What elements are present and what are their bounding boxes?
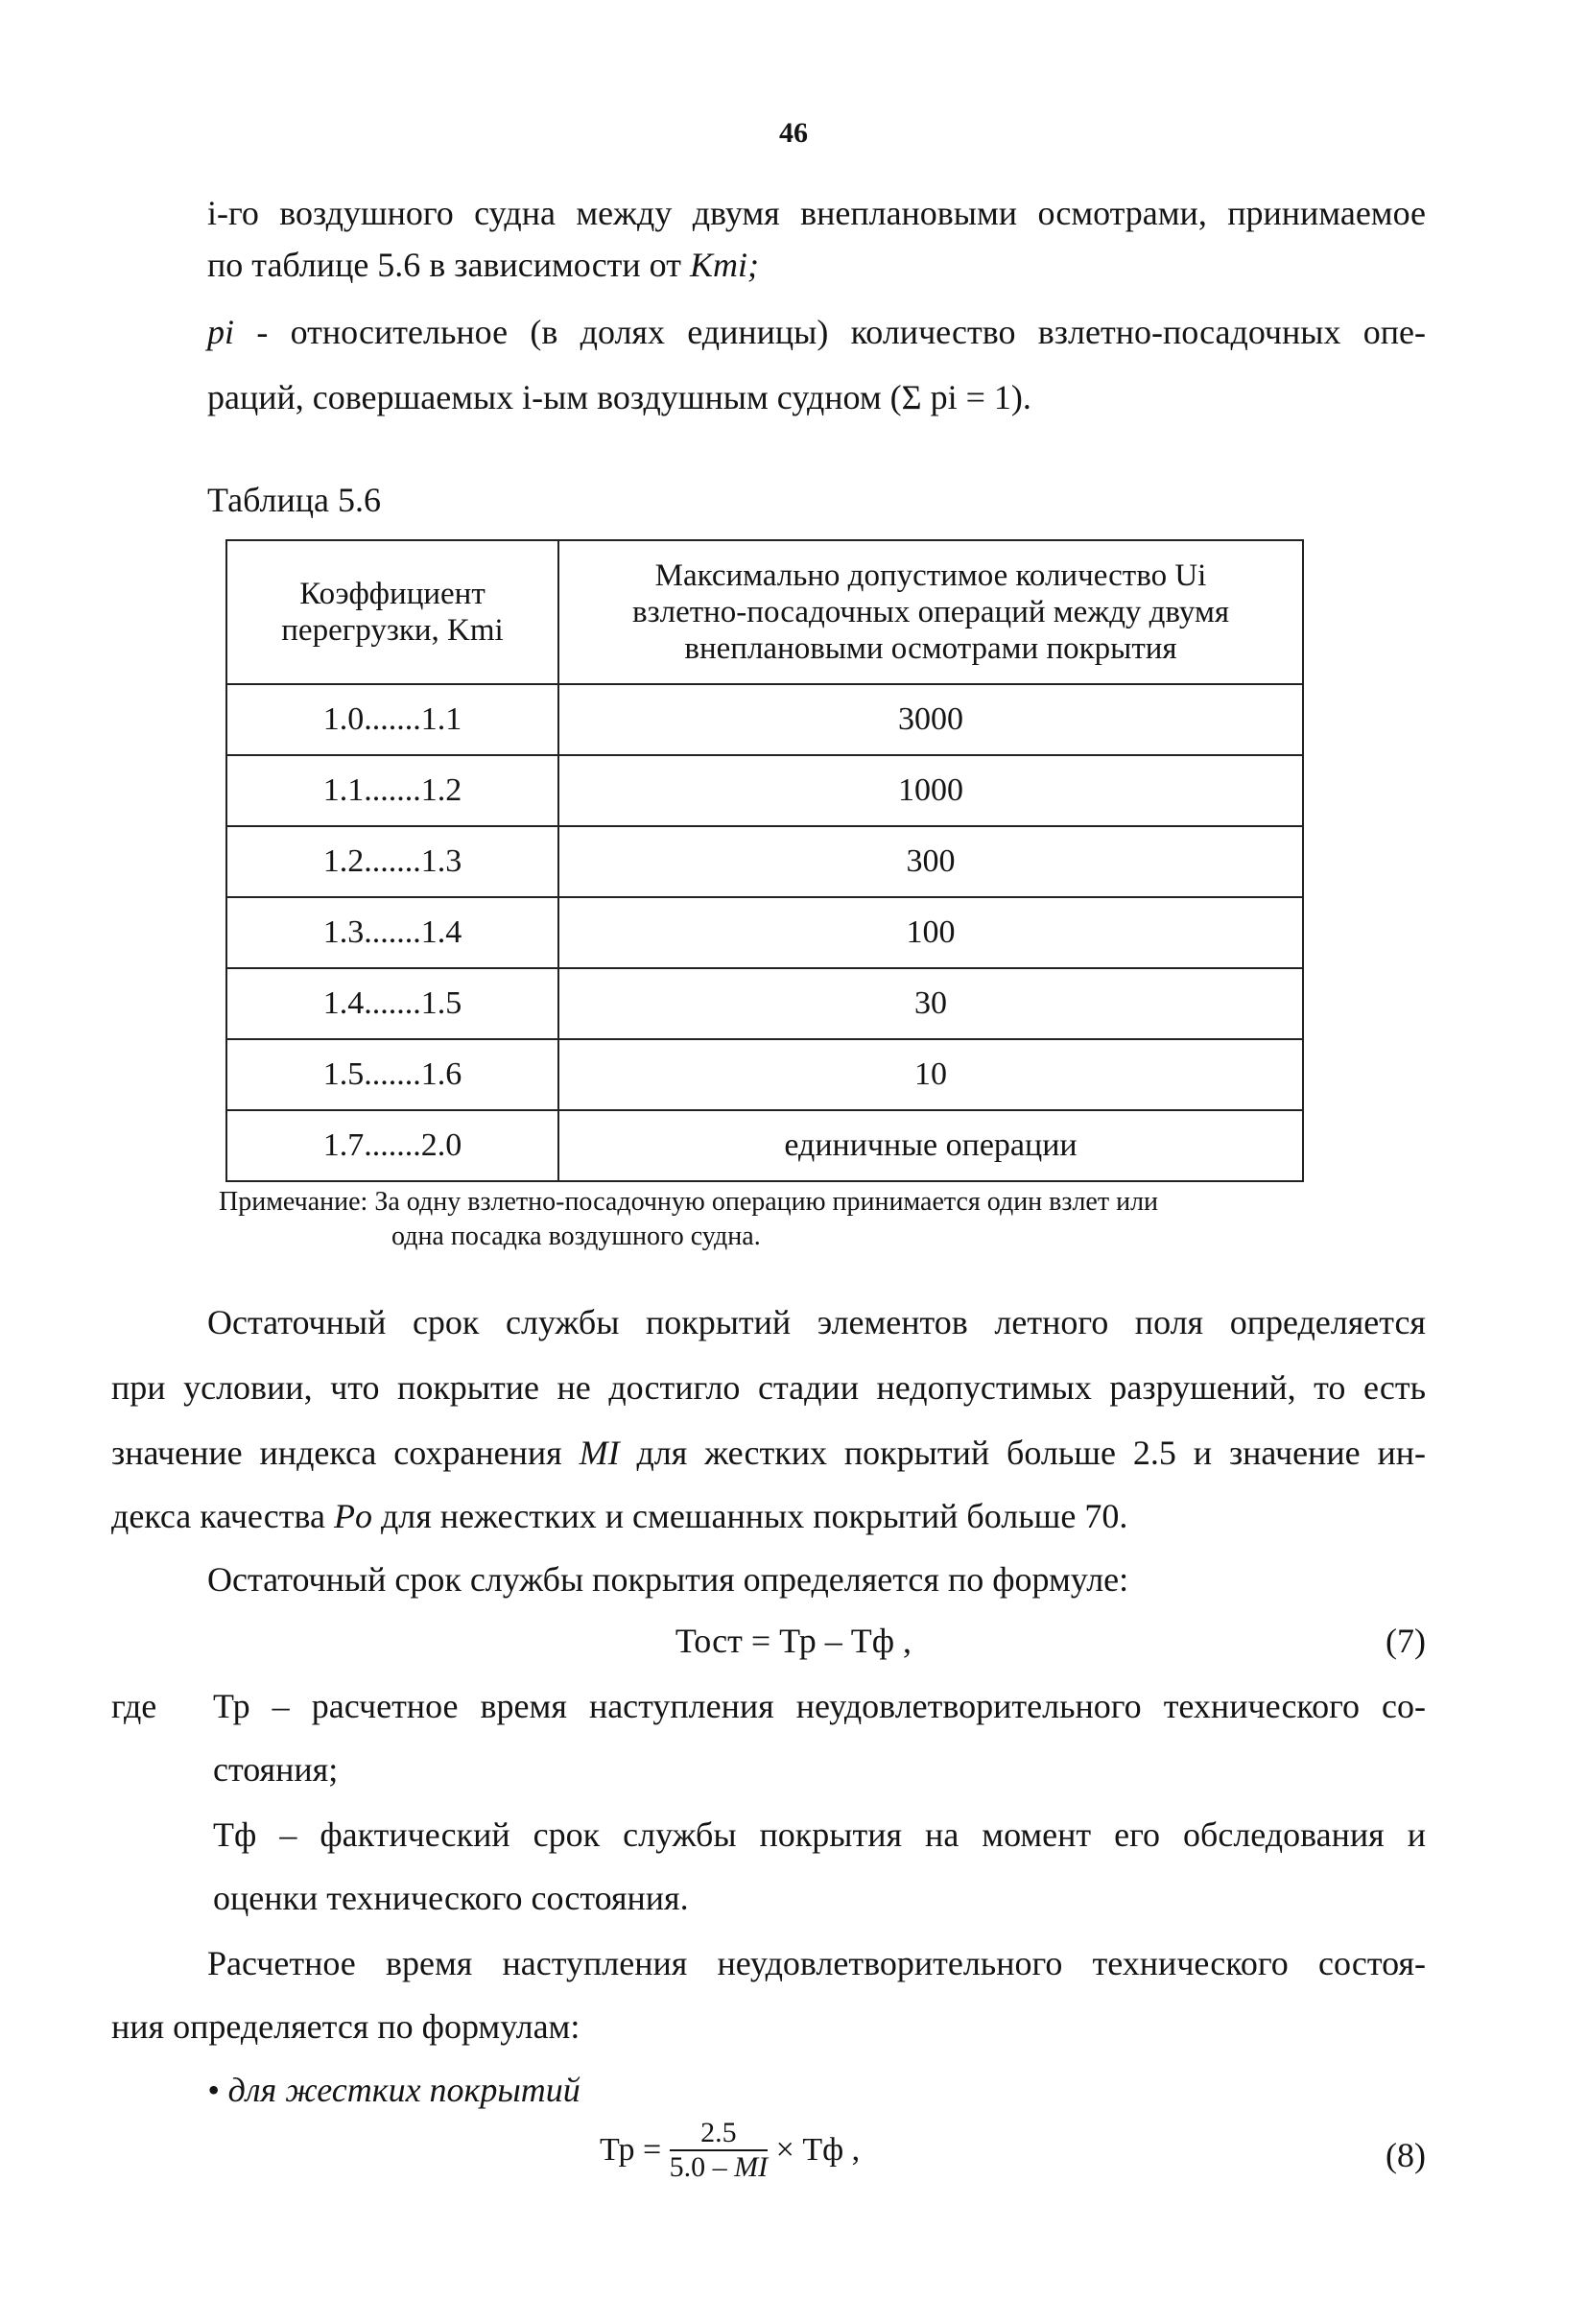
table-row bbox=[226, 897, 1303, 968]
table-note-line-1: Примечание: За одну взлетно-посадочную операцию принимается один взлет или bbox=[219, 1187, 1159, 1217]
mi-variable: MI bbox=[579, 1434, 620, 1472]
tp-definition-line-1: Тр – расчетное время наступления неудовлетворительного технического со- bbox=[213, 1687, 1426, 1725]
kmi-variable: Kmi; bbox=[689, 246, 759, 284]
tf-definition-line-2: оценки технического состояния. bbox=[213, 1879, 689, 1917]
formula-8-rhs: × Тф , bbox=[775, 2132, 861, 2168]
formula-8 bbox=[600, 2117, 860, 2184]
pi-variable: pi bbox=[207, 313, 235, 351]
cell-ui: 3000 bbox=[558, 684, 1303, 755]
intro-line-4: раций, совершаемых i-ым воздушным судном (Σ pi = 1). bbox=[207, 378, 1031, 416]
para3-line-1: Расчетное время наступления неудовлетворительного технического состоя- bbox=[207, 1944, 1426, 1982]
formula-8-denominator bbox=[670, 2151, 768, 2184]
cell-ui: 30 bbox=[558, 968, 1303, 1039]
intro-line-3 bbox=[207, 313, 1426, 351]
para1-line-1: Остаточный срок службы покрытий элементов летного поля определяется bbox=[207, 1303, 1426, 1341]
para1-line-4-b: для нежестких и смешанных покрытий больше 70. bbox=[371, 1497, 1128, 1535]
cell-ui: 1000 bbox=[558, 755, 1303, 826]
para1-line-4 bbox=[111, 1497, 1127, 1535]
table-row bbox=[226, 826, 1303, 897]
cell-kmi: 1.7.......2.0 bbox=[226, 1110, 558, 1181]
header-col2-line1: Максимально допустимое количество Ui bbox=[654, 558, 1207, 593]
rigid-pavement-bullet: • для жестких покрытий bbox=[207, 2071, 580, 2109]
cell-kmi: 1.3.......1.4 bbox=[226, 897, 558, 968]
table-row bbox=[226, 755, 1303, 826]
cell-ui: 300 bbox=[558, 826, 1303, 897]
table-caption: Таблица 5.6 bbox=[207, 481, 381, 519]
header-max-operations bbox=[558, 540, 1303, 684]
table-header-row bbox=[226, 540, 1303, 684]
intro-line-3-text: - относительное (в долях единицы) количество взлетно-посадочных опе- bbox=[234, 313, 1426, 351]
where-label: где bbox=[111, 1687, 157, 1725]
formula-8-fraction bbox=[670, 2117, 768, 2184]
formula-7: Тост = Тр – Тф , bbox=[675, 1622, 912, 1660]
para1-line-2: при условии, что покрытие не достигло стадии недопустимых разрушений, то есть bbox=[111, 1368, 1426, 1407]
cell-kmi: 1.1.......1.2 bbox=[226, 755, 558, 826]
intro-line-1: i-го воздушного судна между двумя внеплановыми осмотрами, принимаемое bbox=[207, 194, 1426, 232]
header-overload-coefficient bbox=[226, 540, 558, 684]
po-variable: Po bbox=[333, 1497, 372, 1535]
tf-definition-line-1: Тф – фактический срок службы покрытия на момент его обследования и bbox=[213, 1815, 1426, 1854]
formula-8-lhs: Тр = bbox=[600, 2132, 662, 2168]
cell-kmi: 1.2.......1.3 bbox=[226, 826, 558, 897]
header-col2-line2: взлетно-посадочных операций между двумя bbox=[631, 595, 1230, 629]
page-number: 46 bbox=[779, 117, 808, 149]
formula-8-number: (8) bbox=[1386, 2136, 1426, 2174]
formula-8-numerator: 2.5 bbox=[670, 2117, 768, 2151]
para1-line-3-a: значение индекса сохранения bbox=[111, 1434, 580, 1472]
para2: Остаточный срок службы покрытия определяется по формуле: bbox=[207, 1560, 1129, 1599]
table-row bbox=[226, 1039, 1303, 1110]
para3-line-2: ния определяется по формулам: bbox=[111, 2007, 580, 2046]
table-row bbox=[226, 684, 1303, 755]
cell-ui: 10 bbox=[558, 1039, 1303, 1110]
intro-line-2 bbox=[207, 246, 759, 284]
cell-kmi: 1.5.......1.6 bbox=[226, 1039, 558, 1110]
tp-definition-line-2: стояния; bbox=[213, 1750, 339, 1789]
cell-ui: 100 bbox=[558, 897, 1303, 968]
para1-line-3-b: для жестких покрытий больше 2.5 и значение ин- bbox=[619, 1434, 1426, 1472]
cell-kmi: 1.4.......1.5 bbox=[226, 968, 558, 1039]
header-col2-line3: внеплановыми осмотрами покрытия bbox=[684, 631, 1177, 666]
table-note-line-2: одна посадка воздушного судна. bbox=[391, 1221, 761, 1251]
header-col1-line2: перегрузки, Kmi bbox=[281, 613, 504, 648]
cell-kmi: 1.0.......1.1 bbox=[226, 684, 558, 755]
table-row bbox=[226, 968, 1303, 1039]
cell-ui: единичные операции bbox=[558, 1110, 1303, 1181]
formula-7-number: (7) bbox=[1386, 1622, 1426, 1660]
formula-8-mi: MI bbox=[734, 2151, 769, 2183]
overload-table bbox=[225, 539, 1304, 1182]
para1-line-4-a: декса качества bbox=[111, 1497, 334, 1535]
formula-8-denominator-text: 5.0 – bbox=[669, 2151, 735, 2183]
header-col1-line1: Коэффициент bbox=[299, 577, 486, 611]
intro-line-2-text: по таблице 5.6 в зависимости от bbox=[207, 246, 690, 284]
para1-line-3 bbox=[111, 1434, 1426, 1472]
table-row bbox=[226, 1110, 1303, 1181]
